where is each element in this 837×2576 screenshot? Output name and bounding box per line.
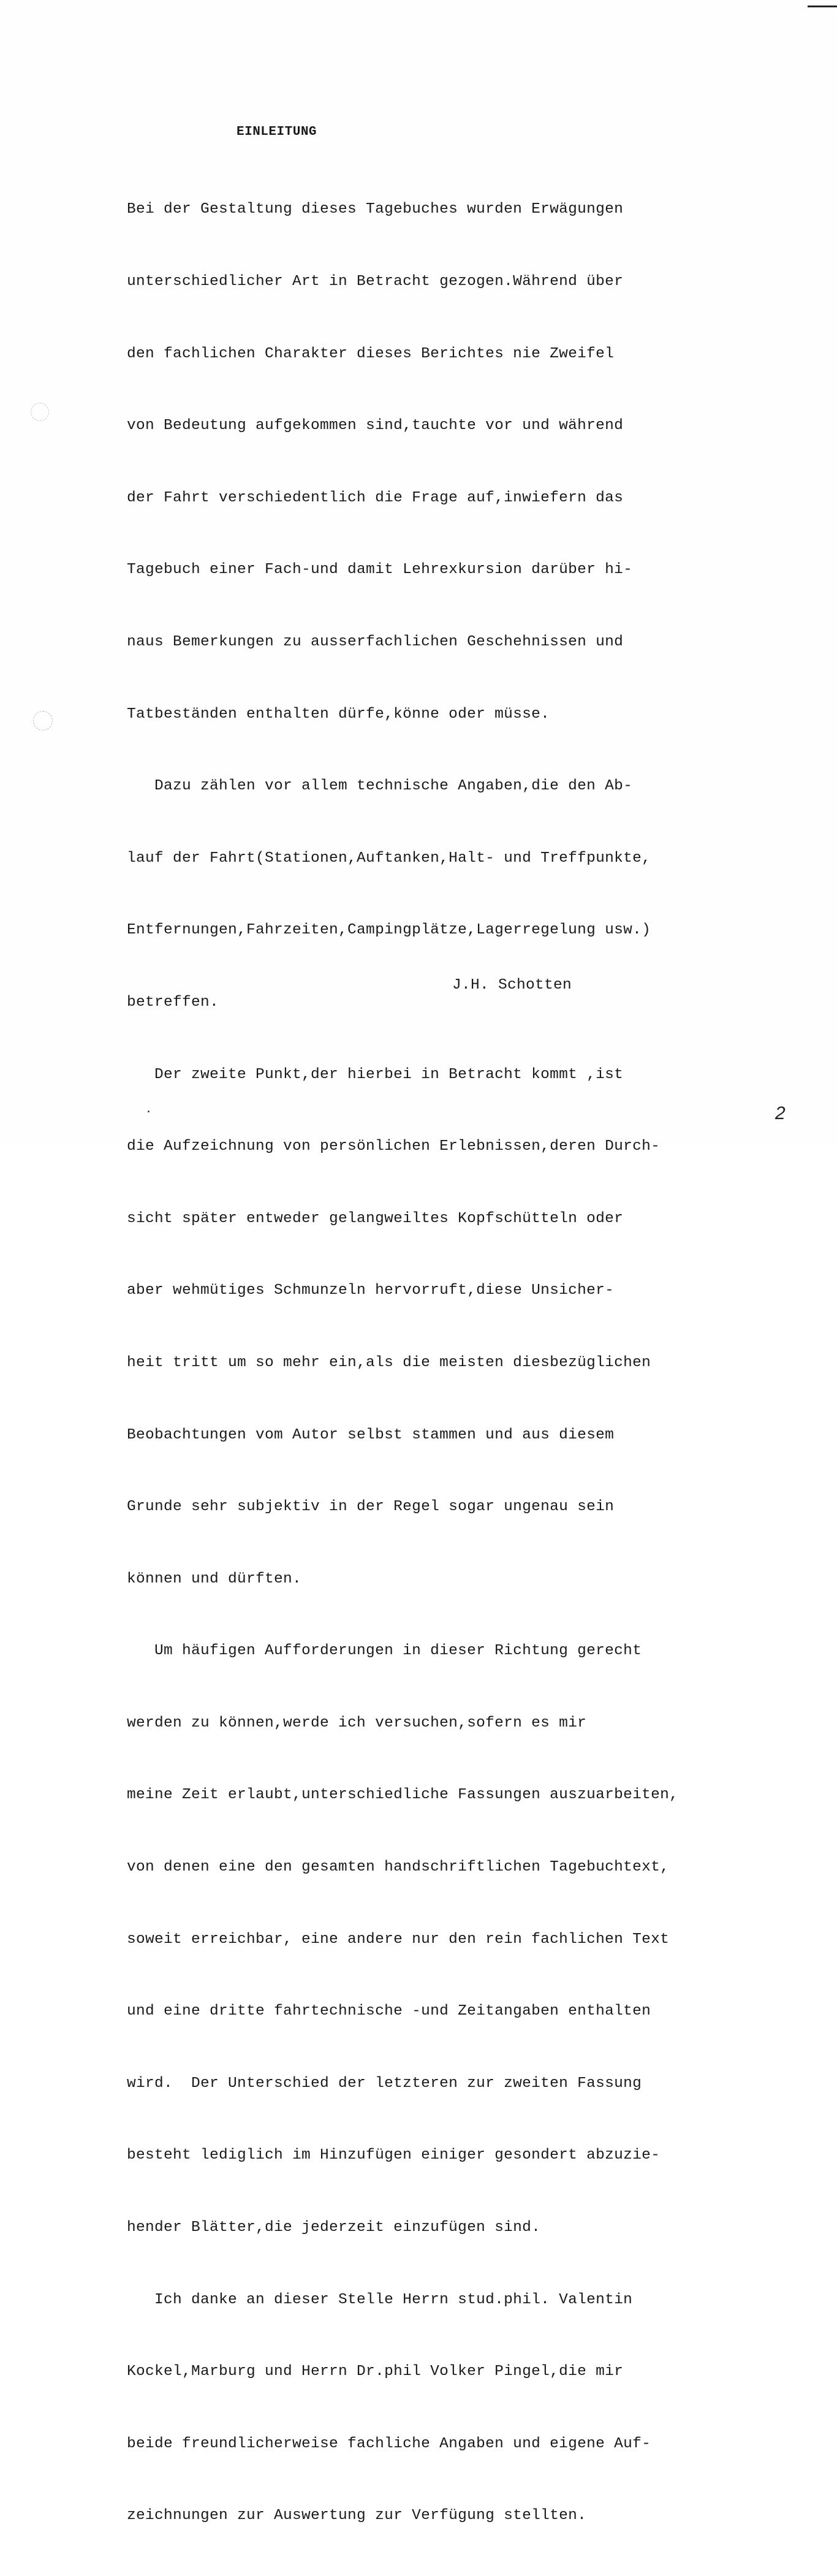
text-line: die Aufzeichnung von persönlichen Erlebnissen,deren Durch-: [127, 1138, 661, 1155]
document-body: [127, 150, 715, 2576]
text-line: soweit erreichbar, eine andere nur den rein fachlichen Text: [127, 1931, 670, 1948]
text-line: hender Blätter,die jederzeit einzufügen sind.: [127, 2219, 541, 2236]
text-line: naus Bemerkungen zu ausserfachlichen Geschehnissen und: [127, 633, 624, 650]
ink-speck: [148, 1111, 150, 1112]
text-line: werden zu können,werde ich versuchen,sofern es mir: [127, 1714, 587, 1731]
text-line: können und dürften.: [127, 1570, 302, 1587]
text-line: von denen eine den gesamten handschriftlichen Tagebuchtext,: [127, 1859, 670, 1876]
text-line: Kockel,Marburg und Herrn Dr.phil Volker Pingel,die mir: [127, 2363, 624, 2380]
text-line: Entfernungen,Fahrzeiten,Campingplätze,Lagerregelung usw.): [127, 922, 651, 939]
text-line: besteht lediglich im Hinzufügen einiger gesondert abzuzie-: [127, 2147, 661, 2164]
text-line: den fachlichen Charakter dieses Berichtes nie Zweifel: [127, 345, 615, 362]
text-line: und eine dritte fahrtechnische -und Zeitangaben enthalten: [127, 2003, 651, 2020]
text-line: Dazu zählen vor allem technische Angaben,die den Ab-: [127, 778, 633, 795]
text-line: heit tritt um so mehr ein,als die meisten diesbezüglichen: [127, 1354, 651, 1371]
punch-hole-mark: [31, 403, 49, 421]
text-line: aber wehmütiges Schmunzeln hervorruft,diese Unsicher-: [127, 1282, 615, 1299]
text-line: unterschiedlicher Art in Betracht gezogen.Während über: [127, 273, 624, 290]
page-number: 2: [775, 1103, 786, 1123]
text-line: der Fahrt verschiedentlich die Frage auf,inwiefern das: [127, 489, 624, 506]
text-line: Grunde sehr subjektiv in der Regel sogar ungenau sein: [127, 1499, 615, 1516]
punch-hole-mark: [33, 711, 53, 731]
text-line: Tatbeständen enthalten dürfe,könne oder müsse.: [127, 705, 550, 723]
text-line: Um häufigen Aufforderungen in dieser Richtung gerecht: [127, 1643, 642, 1660]
text-line: Beobachtungen vom Autor selbst stammen und aus diesem: [127, 1426, 615, 1443]
signature: J.H. Schotten: [452, 977, 572, 994]
text-line: betreffen.: [127, 994, 219, 1011]
text-line: meine Zeit erlaubt,unterschiedliche Fassungen auszuarbeiten,: [127, 1787, 679, 1804]
text-line: beide freundlicherweise fachliche Angaben und eigene Auf-: [127, 2435, 651, 2452]
text-line: wird. Der Unterschied der letzteren zur zweiten Fassung: [127, 2075, 642, 2092]
text-line: lauf der Fahrt(Stationen,Auftanken,Halt- und Treffpunkte,: [127, 849, 651, 867]
text-line: Der zweite Punkt,der hierbei in Betracht kommt ,ist: [127, 1066, 624, 1083]
corner-mark: [808, 6, 837, 7]
text-line: Bei der Gestaltung dieses Tagebuches wurden Erwägungen: [127, 201, 624, 218]
text-line: sicht später entweder gelangweiltes Kopfschütteln oder: [127, 1210, 624, 1227]
text-line: Ich danke an dieser Stelle Herrn stud.phil. Valentin: [127, 2291, 633, 2308]
text-line: von Bedeutung aufgekommen sind,tauchte vor und während: [127, 417, 624, 435]
document-heading: EINLEITUNG: [237, 125, 317, 139]
text-line: Tagebuch einer Fach-und damit Lehrexkursion darüber hi-: [127, 561, 633, 579]
text-line: zeichnungen zur Auswertung zur Verfügung stellten.: [127, 2507, 587, 2525]
